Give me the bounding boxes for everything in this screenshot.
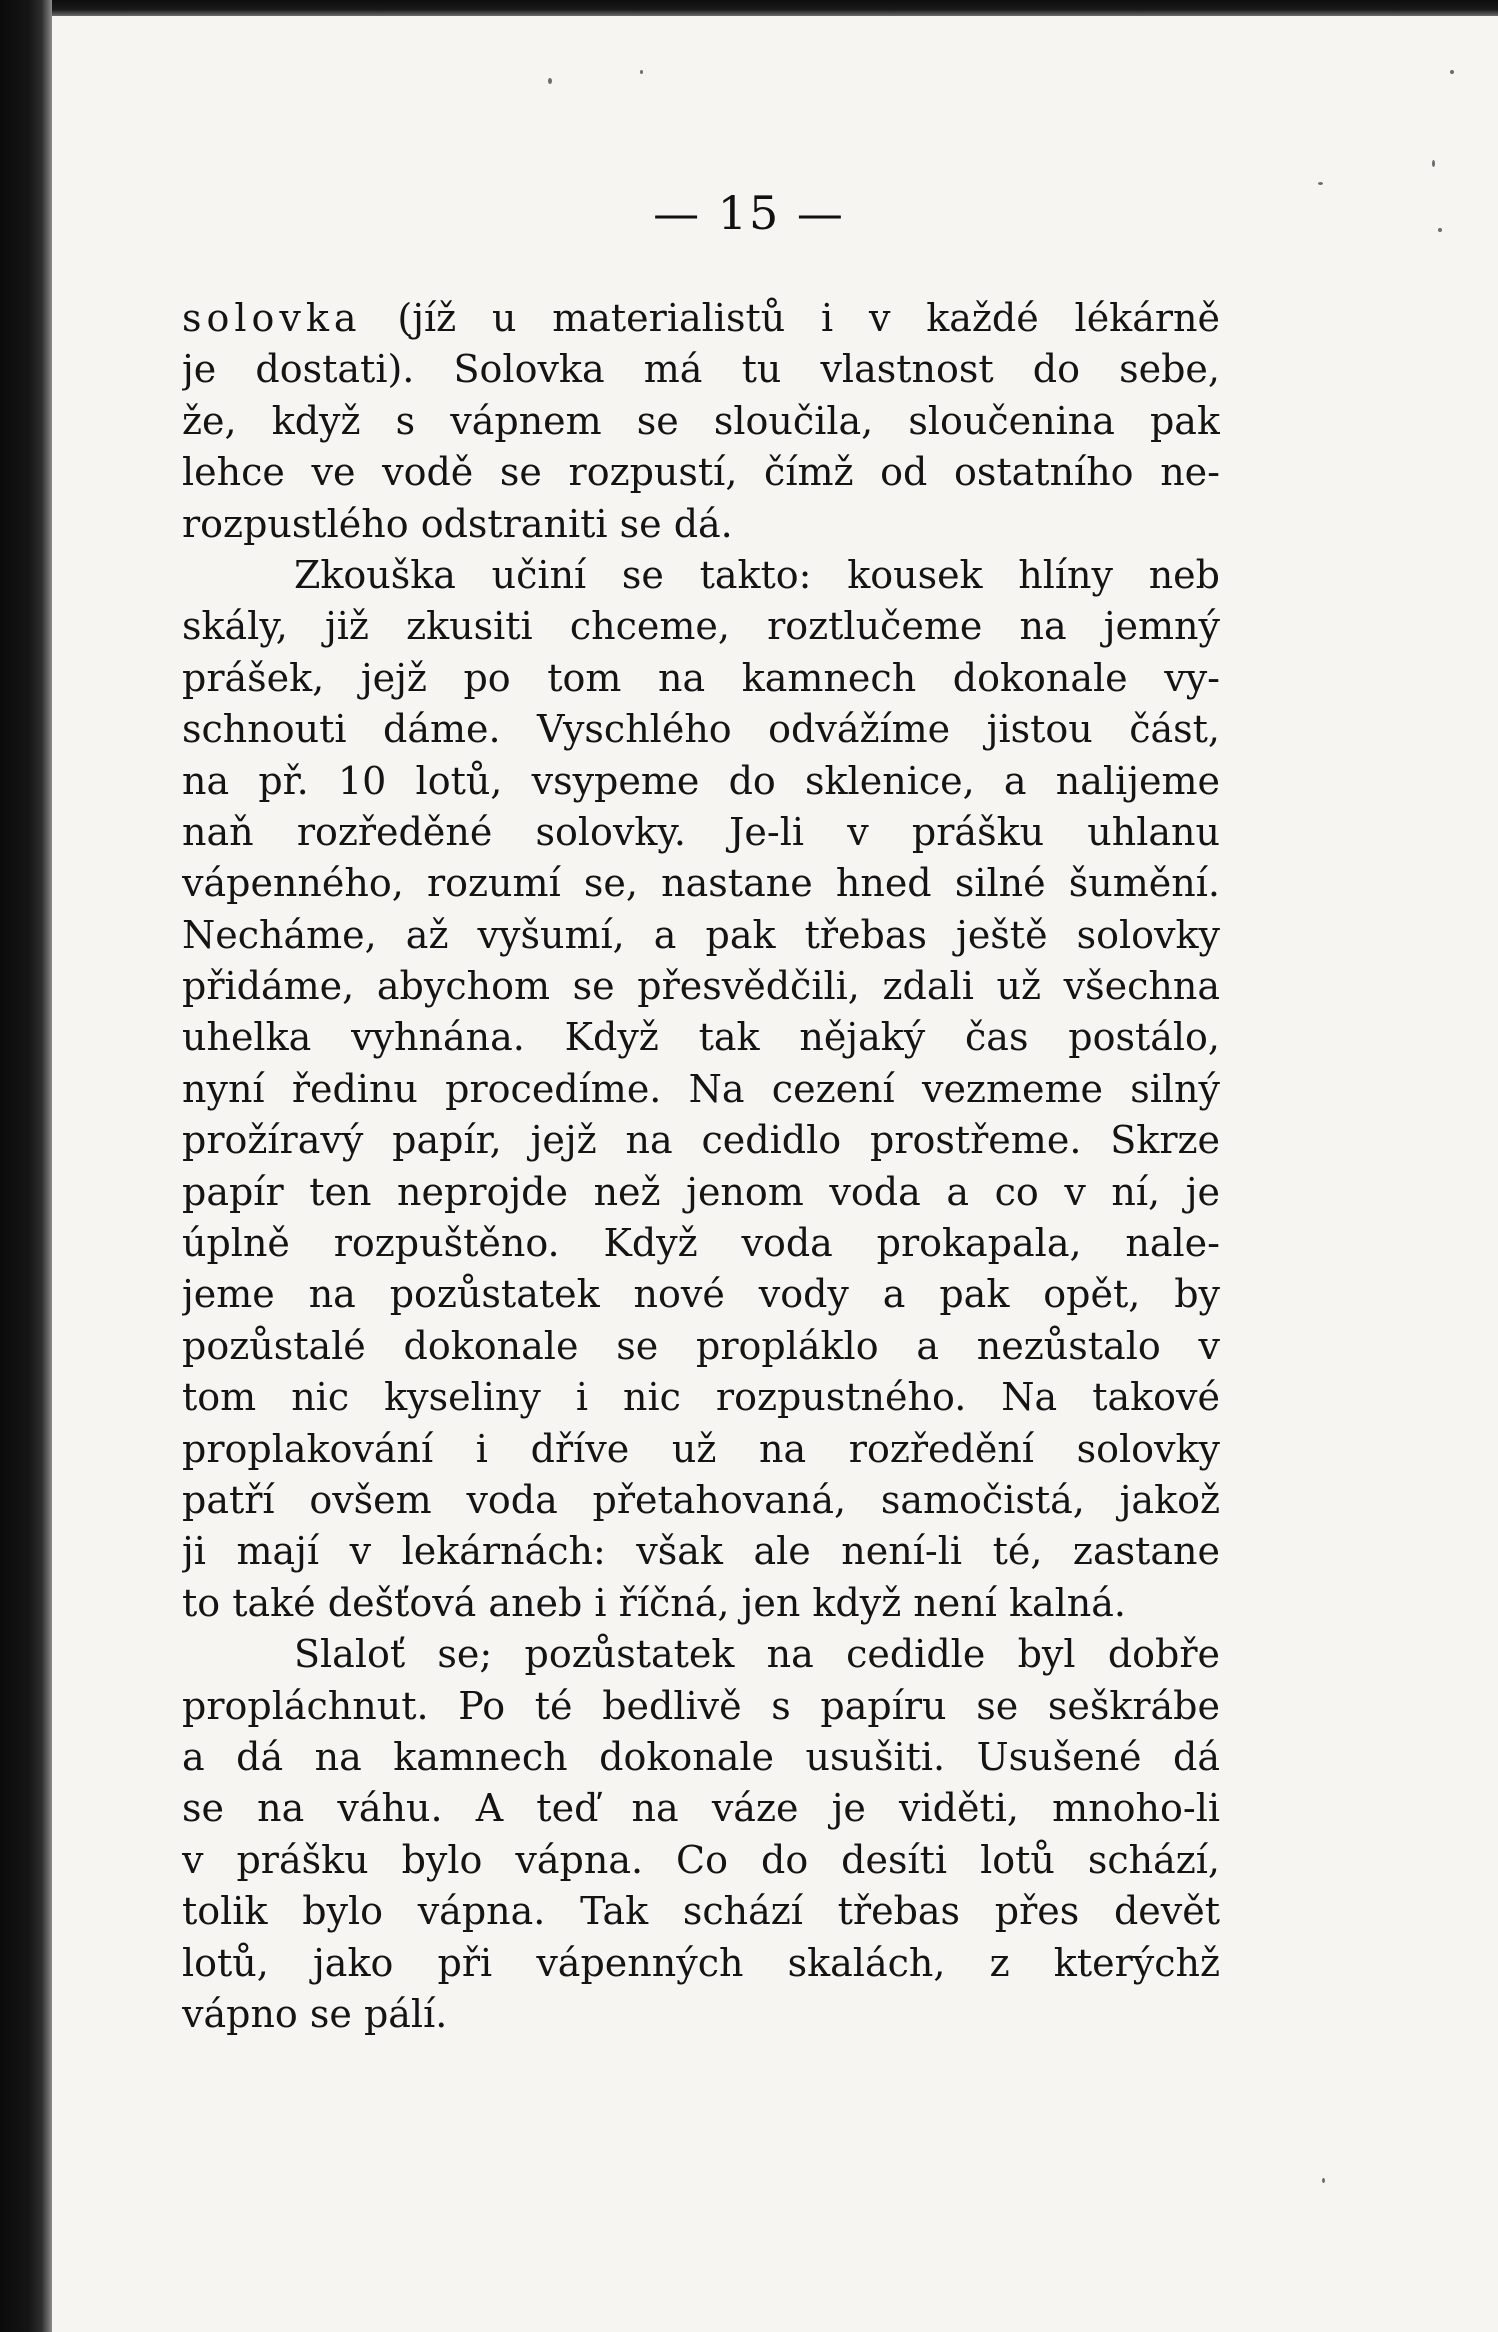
text-line: úplně rozpuštěno. Když voda prokapala, nale- (182, 1221, 1220, 1266)
scan-left-border (0, 0, 52, 2332)
text-line: na př. 10 lotů, vsypeme do sklenice, a nalijeme (182, 758, 1220, 803)
text-line: nyní ředinu procedíme. Na cezení vezmeme silný (182, 1066, 1220, 1111)
text-line: uhelka vyhnána. Když tak nějaký čas postálo, (182, 1015, 1220, 1060)
text-line: tolik bylo vápna. Tak schází třebas přes devět (182, 1889, 1220, 1934)
text-line: pozůstalé dokonale se propláklo a nezůstalo v (182, 1323, 1220, 1368)
page-number: — 15 — (653, 186, 845, 240)
text-line: vápenného, rozumí se, nastane hned silné šumění. (182, 861, 1220, 906)
scan-top-border (0, 0, 1498, 16)
text-line: vápno se pálí. (182, 1991, 448, 2036)
dust-speck (640, 70, 643, 74)
text-line: je dostati). Solovka má tu vlastnost do sebe, (182, 347, 1220, 392)
text-line: proplakování i dříve už na rozředění solovky (182, 1426, 1220, 1471)
text-line: papír ten neprojde než jenom voda a co v ní, je (182, 1169, 1220, 1214)
text-fragment: (jíž u materialistů i v každé lékárně (361, 296, 1220, 340)
text-line (182, 293, 1220, 344)
body-text (182, 293, 1220, 2040)
text-line: to také dešťová aneb i říčná, jen když není kalná. (182, 1580, 1127, 1625)
text-line: lehce ve vodě se rozpustí, čímž od ostatního ne- (182, 450, 1220, 495)
text-line: Necháme, až vyšumí, a pak třebas ještě solovky (182, 912, 1220, 957)
emphasized-word: solovka (182, 296, 362, 340)
text-line: prášek, jejž po tom na kamnech dokonale vy- (182, 655, 1220, 700)
text-line: naň rozředěné solovky. Je-li v prášku uhlanu (182, 809, 1220, 854)
text-line: rozpustlého odstraniti se dá. (182, 501, 733, 546)
dust-speck (1432, 160, 1435, 167)
dust-speck (1318, 182, 1323, 185)
text-line: jeme na pozůstatek nové vody a pak opět, by (182, 1272, 1220, 1317)
text-line: prožíravý papír, jejž na cedidlo prostřeme. Skrze (182, 1118, 1220, 1163)
text-line: že, když s vápnem se sloučila, sloučenina pak (182, 398, 1220, 443)
text-line: se na váhu. A teď na váze je viděti, mnoho-li (182, 1786, 1220, 1831)
text-line: přidáme, abychom se přesvědčili, zdali už všechna (182, 964, 1220, 1009)
text-line: tom nic kyseliny i nic rozpustného. Na takové (182, 1375, 1220, 1420)
text-line: ji mají v lekárnách: však ale není-li té, zastane (182, 1529, 1220, 1574)
dust-speck (548, 78, 552, 84)
text-line: skály, již zkusiti chceme, roztlučeme na jemný (182, 604, 1220, 649)
text-line: Zkouška učiní se takto: kousek hlíny neb (294, 552, 1220, 597)
text-line: lotů, jako při vápenných skalách, z kterýchž (182, 1940, 1220, 1985)
text-line: patří ovšem voda přetahovaná, samočistá, jakož (182, 1477, 1220, 1522)
dust-speck (1322, 2178, 1325, 2183)
text-line: a dá na kamnech dokonale usušiti. Usušené dá (182, 1734, 1220, 1779)
text-line: propláchnut. Po té bedlivě s papíru se seškrábe (182, 1683, 1220, 1728)
text-line: schnouti dáme. Vyschlého odvážíme jistou část, (182, 707, 1220, 752)
dust-speck (1450, 70, 1454, 74)
text-line: v prášku bylo vápna. Co do desíti lotů schází, (182, 1837, 1220, 1882)
text-line: Slaloť se; pozůstatek na cedidle byl dobře (294, 1632, 1220, 1677)
